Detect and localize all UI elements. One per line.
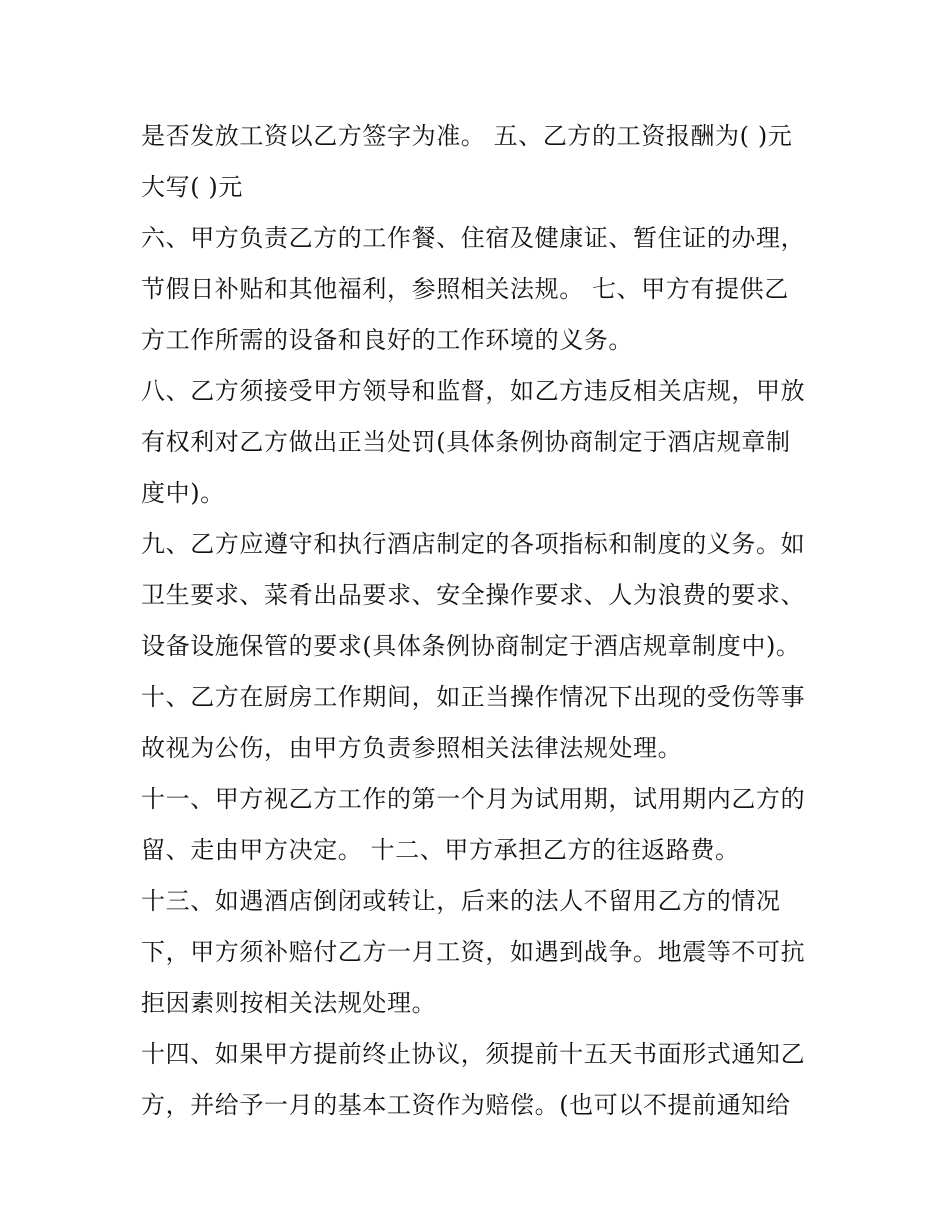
text-line: 九、乙方应遵守和执行酒店制定的各项指标和制度的义务。如 bbox=[141, 530, 806, 558]
text-line: 留、走由甲方决定。 十二、甲方承担乙方的往返路费。 bbox=[141, 836, 740, 864]
text-line: 方工作所需的设备和良好的工作环境的义务。 bbox=[141, 326, 633, 354]
text-line: 下，甲方须补赔付乙方一月工资，如遇到战争。地震等不可抗 bbox=[141, 938, 806, 966]
text-line: 六、甲方负责乙方的工作餐、住宿及健康证、暂住证的办理， bbox=[141, 224, 806, 252]
text-line: 有权利对乙方做出正当处罚(具体条例协商制定于酒店规章制 bbox=[141, 428, 791, 456]
text-line: 是否发放工资以乙方签字为准。 五、乙方的工资报酬为( )元 bbox=[141, 122, 793, 150]
text-line: 十三、如遇酒店倒闭或转让，后来的法人不留用乙方的情况 bbox=[141, 887, 781, 915]
text-line: 故视为公伤，由甲方负责参照相关法律法规处理。 bbox=[141, 734, 683, 762]
text-line: 方，并给予一月的基本工资作为赔偿。(也可以不提前通知给 bbox=[141, 1091, 791, 1119]
text-line: 拒因素则按相关法规处理。 bbox=[141, 989, 437, 1017]
text-line: 度中)。 bbox=[141, 479, 225, 507]
text-line: 十、乙方在厨房工作期间，如正当操作情况下出现的受伤等事 bbox=[141, 683, 806, 711]
text-line: 十四、如果甲方提前终止协议，须提前十五天书面形式通知乙 bbox=[141, 1040, 806, 1068]
text-line: 设备设施保管的要求(具体条例协商制定于酒店规章制度中)。 bbox=[141, 632, 801, 660]
text-line: 大写( )元 bbox=[141, 173, 243, 201]
text-line: 十一、甲方视乙方工作的第一个月为试用期，试用期内乙方的 bbox=[141, 785, 806, 813]
text-line: 卫生要求、菜肴出品要求、安全操作要求、人为浪费的要求、 bbox=[141, 581, 806, 609]
document-body bbox=[141, 111, 821, 1131]
text-line: 八、乙方须接受甲方领导和监督，如乙方违反相关店规，甲放 bbox=[141, 377, 806, 405]
text-line: 节假日补贴和其他福利，参照相关法规。 七、甲方有提供乙 bbox=[141, 275, 789, 303]
